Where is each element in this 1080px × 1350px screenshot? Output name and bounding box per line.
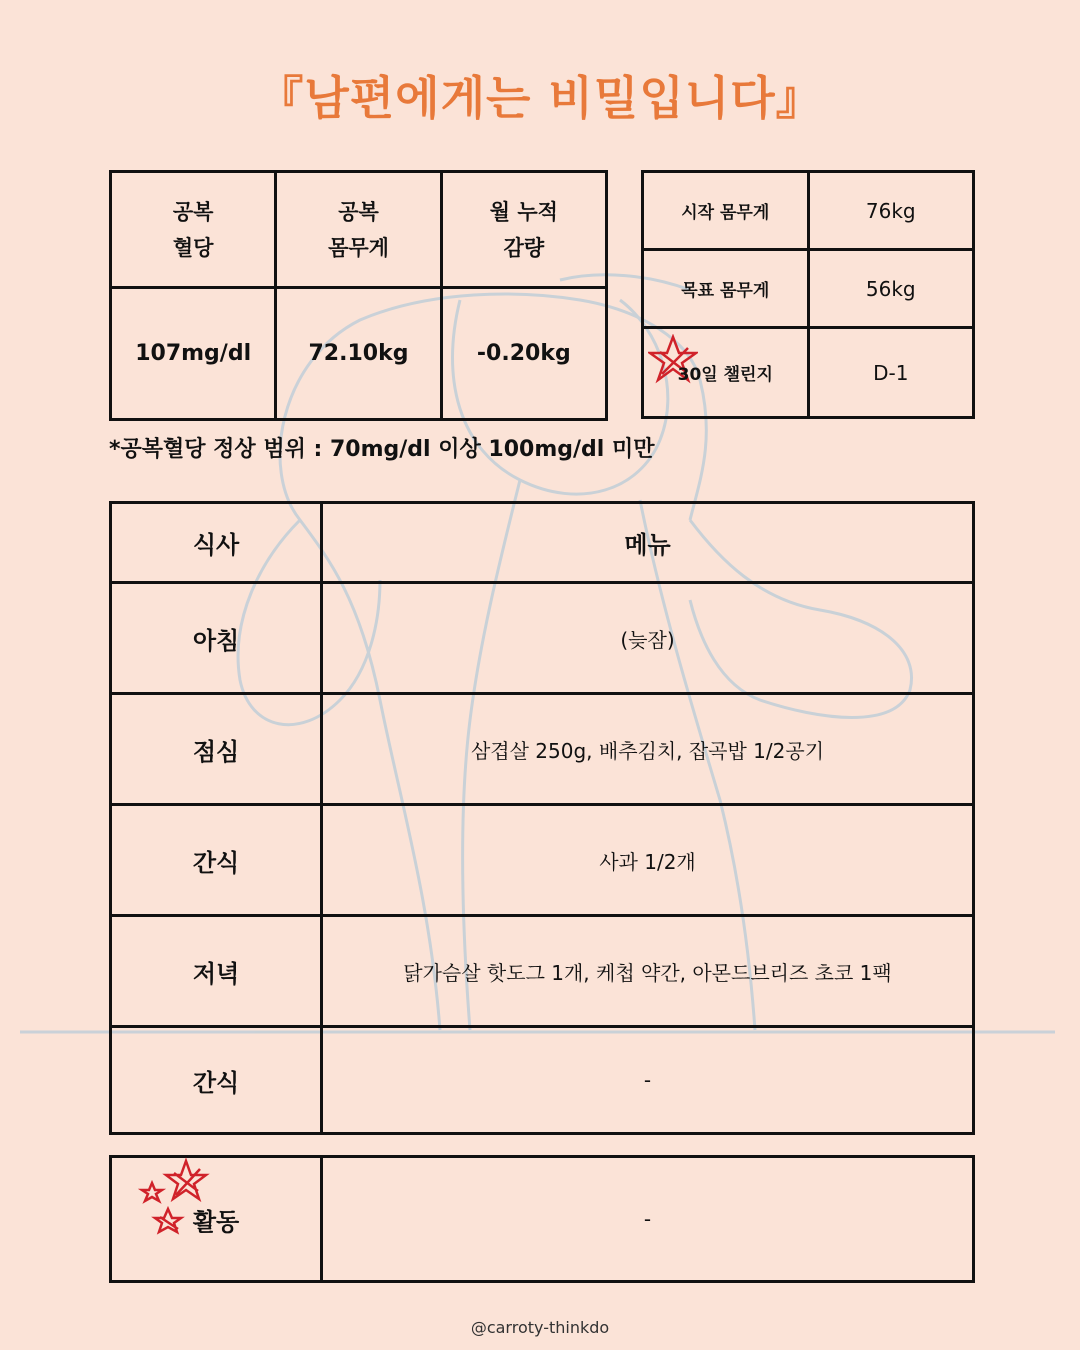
start-weight-label: 시작 몸무게 bbox=[643, 172, 809, 250]
meal-label: 간식 bbox=[111, 805, 322, 916]
stats-header-fasting-weight: 공복 몸무게 bbox=[276, 172, 441, 288]
meal-table bbox=[109, 501, 975, 1135]
activity-table bbox=[109, 1155, 975, 1283]
meal-label: 저녁 bbox=[111, 916, 322, 1027]
stats-value-blood-sugar: 107mg/dl bbox=[111, 288, 276, 420]
activity-label: 활동 bbox=[192, 1207, 240, 1236]
meal-menu: 사과 1/2개 bbox=[322, 805, 974, 916]
meal-menu: (늦잠) bbox=[322, 583, 974, 694]
goal-weight-label: 목표 몸무게 bbox=[643, 250, 809, 328]
meal-label: 아침 bbox=[111, 583, 322, 694]
meal-menu: 삼겹살 250g, 배추김치, 잡곡밥 1/2공기 bbox=[322, 694, 974, 805]
meal-menu: 닭가슴살 핫도그 1개, 케첩 약간, 아몬드브리즈 초코 1팩 bbox=[322, 916, 974, 1027]
meal-column-header: 식사 bbox=[111, 503, 322, 583]
start-weight-value: 76kg bbox=[808, 172, 974, 250]
table-row bbox=[111, 916, 974, 1027]
table-row bbox=[111, 694, 974, 805]
table-row bbox=[111, 805, 974, 916]
stats-value-monthly-loss: -0.20kg bbox=[441, 288, 606, 420]
table-row bbox=[111, 583, 974, 694]
meal-label: 간식 bbox=[111, 1027, 322, 1134]
activity-value: - bbox=[322, 1157, 974, 1282]
blood-sugar-note: *공복혈당 정상 범위 : 70mg/dl 이상 100mg/dl 미만 bbox=[109, 437, 655, 462]
table-row bbox=[111, 1027, 974, 1134]
goal-weight-value: 56kg bbox=[808, 250, 974, 328]
meal-menu: - bbox=[322, 1027, 974, 1134]
menu-column-header: 메뉴 bbox=[322, 503, 974, 583]
stats-header-monthly-loss: 월 누적 감량 bbox=[441, 172, 606, 288]
weight-table bbox=[641, 170, 975, 419]
page-title: 『남편에게는 비밀입니다』 bbox=[257, 71, 823, 125]
activity-label-cell bbox=[111, 1157, 322, 1282]
stats-value-fasting-weight: 72.10kg bbox=[276, 288, 441, 420]
credit-handle: @carroty-thinkdo bbox=[470, 1318, 610, 1337]
stats-table bbox=[109, 170, 608, 421]
stats-header-blood-sugar: 공복 혈당 bbox=[111, 172, 276, 288]
challenge-value: D-1 bbox=[808, 328, 974, 418]
meal-label: 점심 bbox=[111, 694, 322, 805]
challenge-label: 30일 챌린지 bbox=[677, 365, 773, 385]
challenge-label-cell bbox=[643, 328, 809, 418]
